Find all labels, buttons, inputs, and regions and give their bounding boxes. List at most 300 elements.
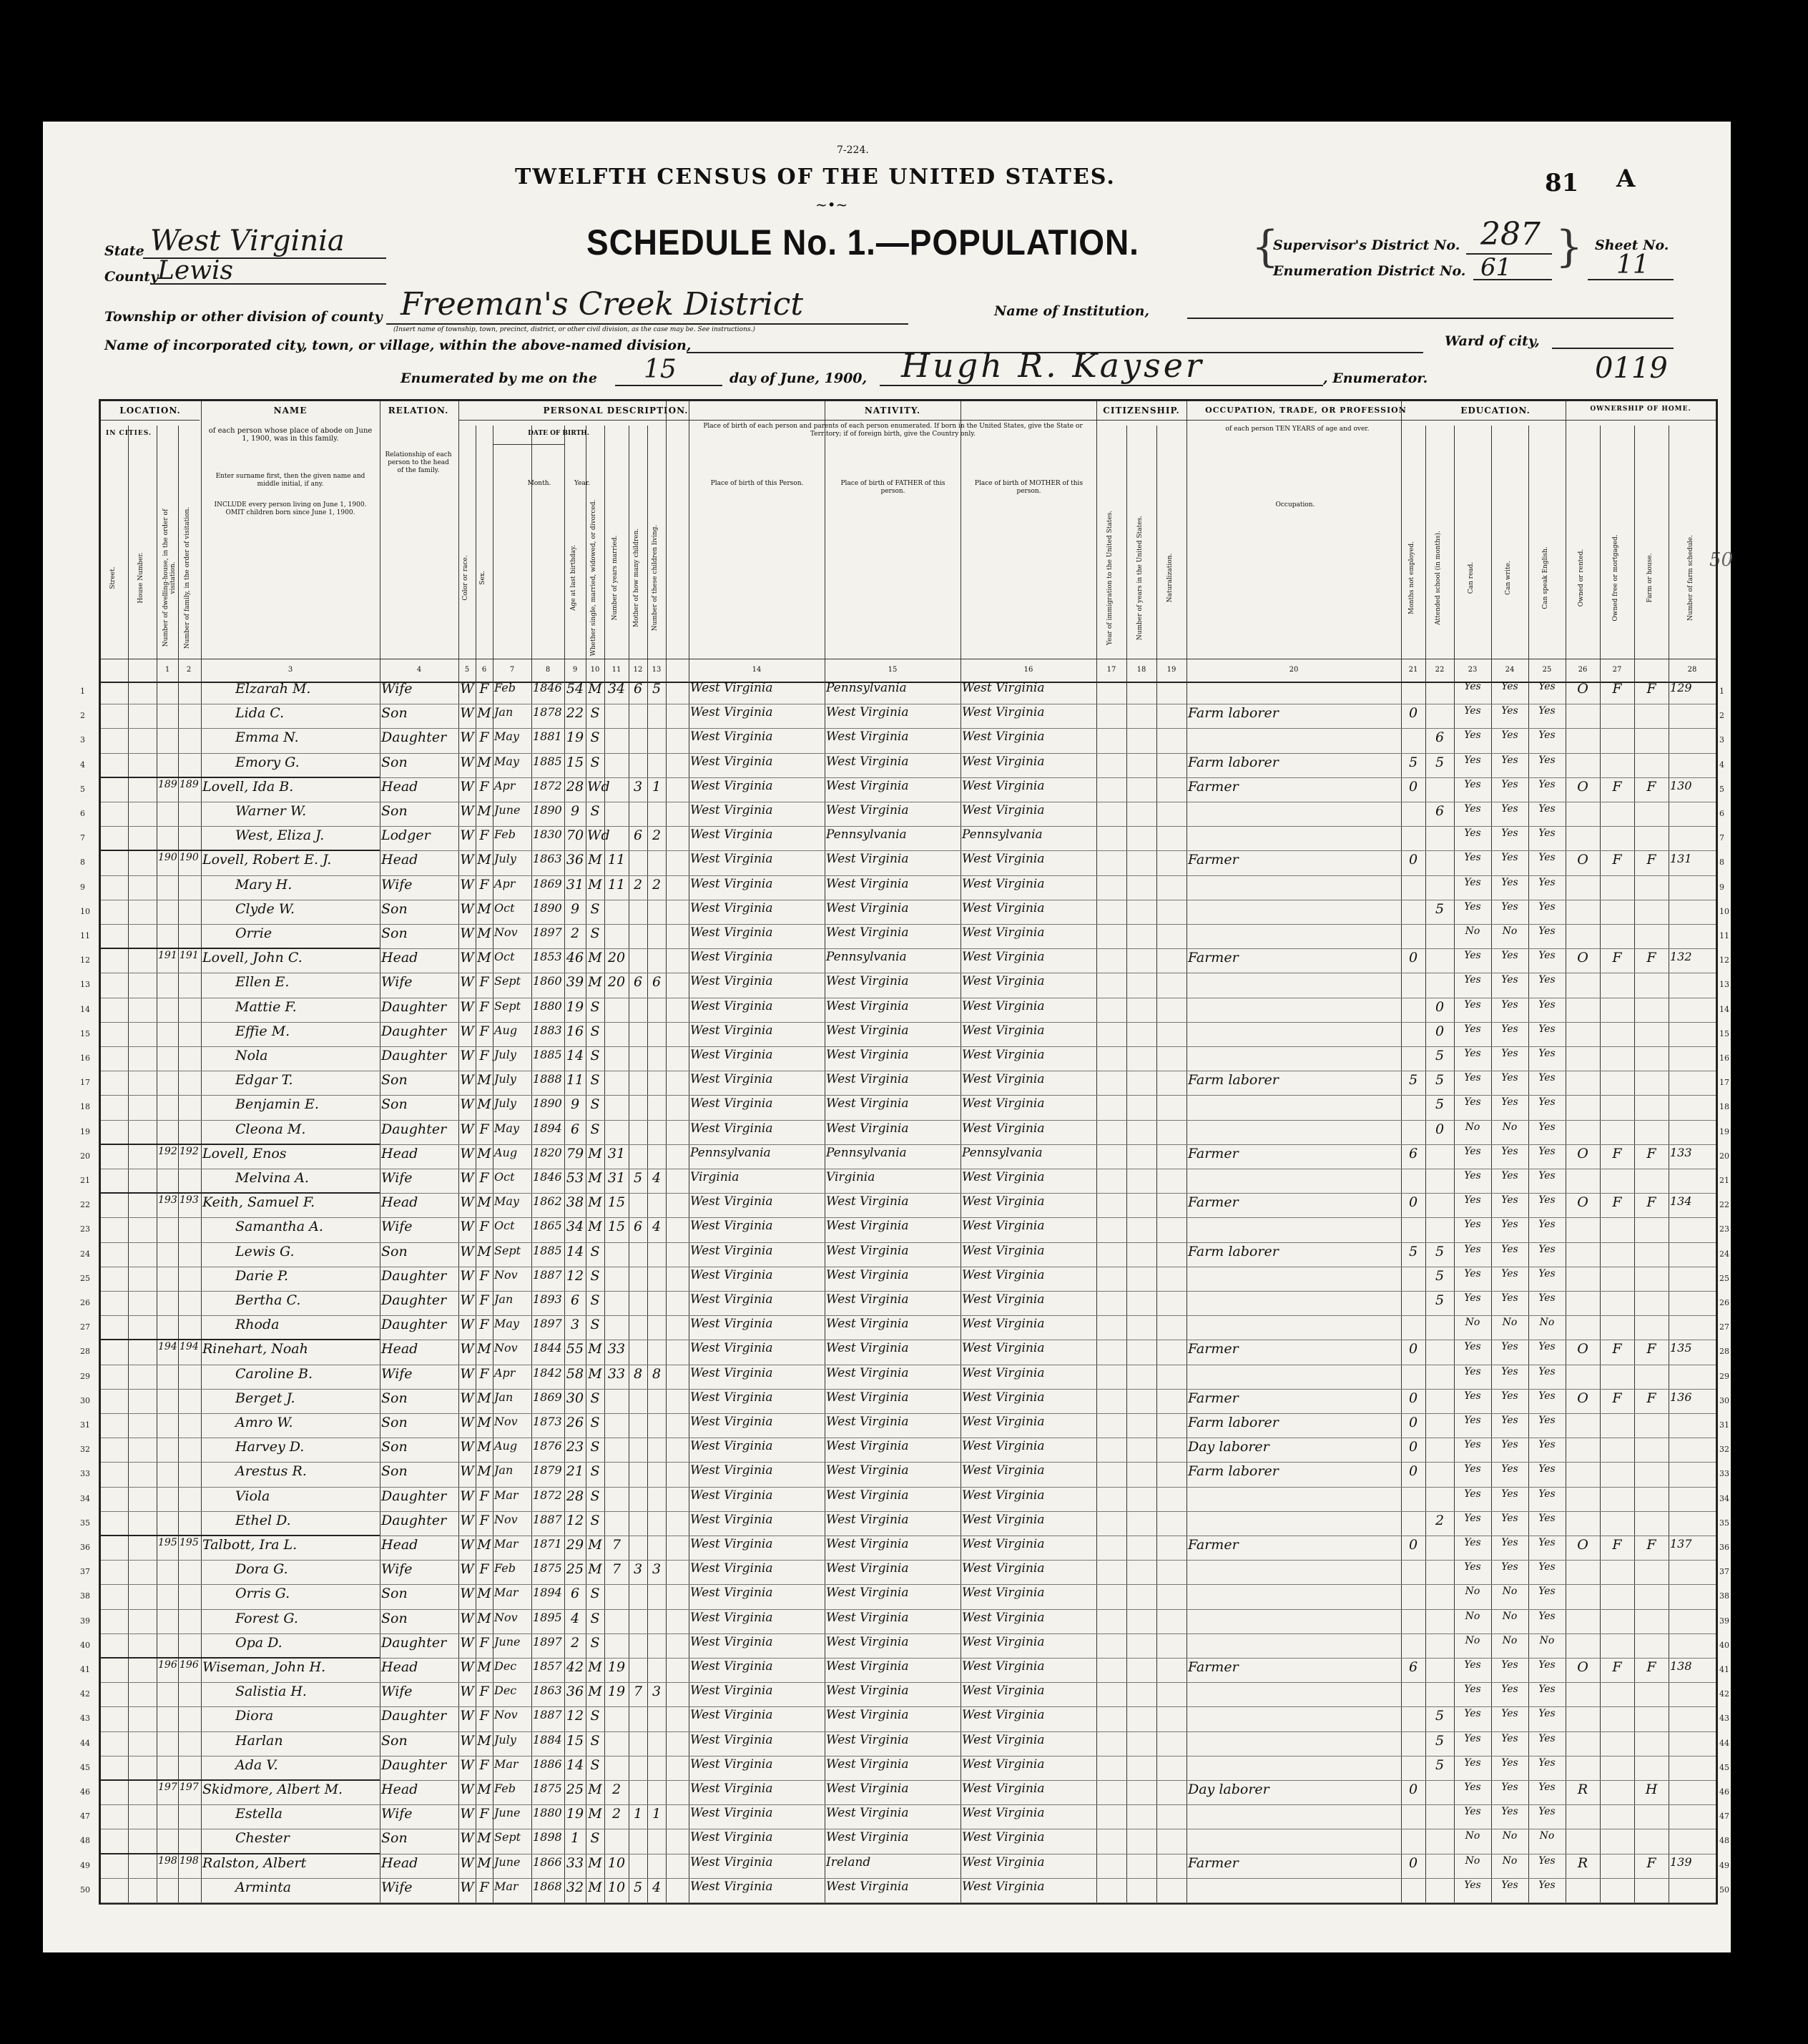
- column-number: 21: [1408, 666, 1418, 674]
- line-number: 26: [80, 1298, 90, 1307]
- line-number: 19: [1719, 1126, 1729, 1136]
- subheading-color: Color or race.: [462, 555, 469, 601]
- can-read-cell: Yes: [1464, 1806, 1481, 1818]
- pob-mother-cell: West Virginia: [962, 974, 1045, 989]
- pob-person-cell: West Virginia: [690, 1219, 773, 1234]
- can-speak-cell: Yes: [1538, 1756, 1556, 1769]
- line-number: 8: [1719, 858, 1724, 868]
- table-row: [101, 948, 1716, 973]
- free-mortgaged-cell: F: [1612, 1390, 1622, 1406]
- color-cell: W: [460, 681, 474, 697]
- pob-person-cell: West Virginia: [690, 1708, 773, 1723]
- column-number: 6: [481, 666, 487, 674]
- line-number: 21: [80, 1176, 90, 1185]
- name-cell: Samantha A.: [235, 1219, 323, 1235]
- free-mortgaged-cell: F: [1612, 1194, 1622, 1211]
- sex-cell: F: [479, 998, 489, 1015]
- can-speak-cell: Yes: [1538, 876, 1556, 888]
- marital-cell: S: [590, 1732, 600, 1749]
- header-row-rule: [1096, 420, 1186, 421]
- table-row: [101, 1706, 1716, 1731]
- table-row: [101, 1193, 1716, 1218]
- birth-year-cell: 1846: [533, 681, 562, 694]
- line-number: 11: [80, 931, 90, 940]
- relation-cell: Head: [381, 1341, 418, 1357]
- can-speak-cell: Yes: [1538, 1219, 1556, 1231]
- relation-desc: Relationship of each person to the head of the family.: [385, 451, 452, 474]
- line-number: 47: [80, 1812, 90, 1822]
- table-row: [101, 1584, 1716, 1609]
- pob-father-cell: West Virginia: [826, 1390, 909, 1405]
- pob-father-cell: West Virginia: [826, 876, 909, 891]
- dwelling-cell: 189: [158, 778, 177, 790]
- can-write-cell: No: [1502, 1854, 1518, 1867]
- marital-cell: S: [590, 1610, 600, 1626]
- pob-mother-cell: West Virginia: [962, 705, 1045, 720]
- header-column-rule: [1634, 426, 1635, 682]
- sex-cell: M: [477, 803, 491, 819]
- months-not-employed-cell: 0: [1408, 1194, 1418, 1211]
- pob-father-cell: Pennsylvania: [826, 1145, 907, 1160]
- pob-mother-cell: West Virginia: [962, 778, 1045, 793]
- can-write-cell: Yes: [1501, 1048, 1518, 1059]
- can-read-cell: Yes: [1464, 1390, 1481, 1402]
- can-speak-cell: Yes: [1538, 1292, 1556, 1304]
- mother-of-cell: 1: [633, 1806, 643, 1822]
- farm-schedule-cell: 139: [1670, 1854, 1692, 1869]
- relation-cell: Wife: [381, 681, 413, 697]
- relation-cell: Daughter: [381, 1634, 447, 1651]
- table-row: [101, 753, 1716, 778]
- line-number: 22: [1719, 1200, 1729, 1210]
- line-number: 33: [1719, 1469, 1729, 1479]
- farm-schedule-cell: 138: [1670, 1659, 1692, 1673]
- can-write-cell: No: [1502, 1830, 1518, 1842]
- family-cell: 190: [180, 852, 199, 864]
- dwelling-cell: 193: [158, 1194, 177, 1207]
- pob-father-cell: Virginia: [826, 1170, 875, 1184]
- marital-cell: M: [588, 1170, 602, 1186]
- pob-person-cell: West Virginia: [690, 1194, 773, 1209]
- education-heading: EDUCATION.: [1460, 406, 1531, 416]
- mother-of-cell: 3: [633, 778, 643, 795]
- birth-month-cell: May: [494, 1317, 519, 1331]
- pob-father-cell: West Virginia: [826, 1586, 909, 1601]
- can-read-cell: Yes: [1464, 1096, 1481, 1109]
- mother-of-cell: 6: [633, 974, 643, 991]
- can-speak-cell: Yes: [1538, 852, 1556, 864]
- pob-mother-cell: West Virginia: [962, 1756, 1045, 1772]
- color-cell: W: [460, 852, 474, 868]
- marital-cell: M: [588, 1537, 602, 1553]
- relation-cell: Son: [381, 1390, 408, 1406]
- sex-cell: M: [477, 852, 491, 868]
- pob-mother-cell: Pennsylvania: [962, 1145, 1043, 1160]
- line-number: 4: [1719, 760, 1724, 770]
- table-row: [101, 777, 1716, 802]
- relation-cell: Head: [381, 1659, 418, 1675]
- line-number: 41: [1719, 1665, 1729, 1674]
- can-write-cell: Yes: [1501, 876, 1518, 888]
- can-write-cell: Yes: [1501, 1732, 1518, 1744]
- birth-year-cell: 1887: [533, 1267, 562, 1282]
- name-cell: Skidmore, Albert M.: [202, 1782, 343, 1797]
- pob-person-cell: West Virginia: [690, 1782, 773, 1796]
- table-row: [101, 1633, 1716, 1659]
- marital-cell: M: [588, 1194, 602, 1211]
- name-cell: Effie M.: [235, 1023, 290, 1039]
- occupation-cell: Farm laborer: [1188, 1072, 1279, 1089]
- table-row: [101, 1095, 1716, 1120]
- table-row: [101, 998, 1716, 1023]
- marital-cell: S: [590, 754, 600, 770]
- family-divider: [101, 1339, 380, 1340]
- name-instr1: Enter surname first, then the given name and middle initial, if any.: [215, 473, 365, 488]
- birth-month-cell: Nov: [494, 1610, 518, 1624]
- line-number: 30: [1719, 1395, 1729, 1405]
- pob-father-cell: Pennsylvania: [826, 681, 907, 695]
- birth-year-cell: 1888: [533, 1072, 562, 1086]
- years-married-cell: 10: [607, 1879, 626, 1895]
- column-number: 4: [416, 666, 422, 674]
- can-speak-cell: Yes: [1538, 1659, 1556, 1671]
- header-row-rule: [493, 444, 564, 445]
- personal-heading: PERSONAL DESCRIPTION.: [543, 406, 689, 416]
- ward-label: Ward of city,: [1445, 333, 1540, 349]
- can-speak-cell: Yes: [1538, 1537, 1556, 1548]
- occupation-cell: Farmer: [1188, 778, 1239, 795]
- birth-month-cell: Mar: [494, 1537, 519, 1551]
- can-speak-cell: Yes: [1538, 974, 1556, 986]
- age-cell: 34: [566, 1219, 584, 1235]
- birth-year-cell: 1893: [533, 1292, 562, 1306]
- can-speak-cell: Yes: [1538, 1610, 1556, 1622]
- age-cell: 3: [570, 1317, 580, 1333]
- pob-father-cell: West Virginia: [826, 974, 909, 989]
- mother-of-cell: 6: [633, 827, 643, 844]
- mother-of-cell: 7: [633, 1684, 643, 1700]
- relation-cell: Son: [381, 1096, 408, 1113]
- can-write-cell: Yes: [1501, 1561, 1518, 1573]
- can-write-cell: Yes: [1501, 1439, 1518, 1451]
- pob-person-cell: West Virginia: [690, 1096, 773, 1111]
- birth-month-cell: Jan: [494, 1292, 514, 1306]
- age-cell: 14: [566, 1756, 584, 1773]
- pob-person-cell: West Virginia: [690, 1537, 773, 1551]
- age-cell: 12: [566, 1512, 584, 1528]
- family-cell: 191: [180, 950, 199, 962]
- pob-person-cell: West Virginia: [690, 1830, 773, 1845]
- birth-month-cell: Mar: [494, 1756, 519, 1771]
- relation-heading: RELATION.: [388, 406, 449, 416]
- dwelling-cell: 191: [158, 950, 177, 962]
- sex-cell: F: [479, 1365, 489, 1382]
- name-cell: Salistia H.: [235, 1684, 307, 1700]
- name-cell: Caroline B.: [235, 1365, 313, 1382]
- relation-cell: Son: [381, 1586, 408, 1602]
- pob-father-cell: West Virginia: [826, 1121, 909, 1136]
- ownership-heading: OWNERSHIP OF HOME.: [1590, 406, 1691, 413]
- relation-cell: Daughter: [381, 1488, 447, 1504]
- birth-month-cell: June: [494, 803, 521, 817]
- name-cell: Talbott, Ira L.: [202, 1537, 298, 1553]
- table-row: [101, 1340, 1716, 1365]
- pob-mother-cell: West Virginia: [962, 1634, 1045, 1649]
- table-row: [101, 1071, 1716, 1096]
- pob-person-cell: Pennsylvania: [690, 1145, 771, 1160]
- family-cell: 194: [180, 1341, 199, 1353]
- birth-year-cell: 1890: [533, 1096, 562, 1111]
- birth-year-cell: 1895: [533, 1610, 562, 1624]
- can-read-cell: Yes: [1464, 950, 1481, 962]
- sex-cell: F: [479, 1170, 489, 1186]
- pob-mother-cell: West Virginia: [962, 1170, 1045, 1184]
- pob-father-cell: West Virginia: [826, 925, 909, 940]
- birth-month-cell: Dec: [494, 1684, 517, 1698]
- line-number: 27: [1719, 1322, 1729, 1332]
- line-number: 49: [1719, 1860, 1729, 1870]
- line-number: 22: [80, 1200, 90, 1210]
- enumeration-value: 61: [1480, 253, 1512, 282]
- can-read-cell: Yes: [1464, 1512, 1481, 1524]
- relation-cell: Son: [381, 1243, 408, 1259]
- name-cell: Clyde W.: [235, 900, 295, 917]
- color-cell: W: [460, 754, 474, 770]
- table-row: [101, 1878, 1716, 1903]
- line-number: 34: [1719, 1493, 1729, 1503]
- can-speak-cell: Yes: [1538, 1365, 1556, 1377]
- marital-cell: S: [590, 1830, 600, 1847]
- line-number: 6: [1719, 809, 1724, 818]
- subheading-farm-house: Farm or house.: [1646, 553, 1654, 603]
- pob-mother-cell: West Virginia: [962, 1390, 1045, 1405]
- birth-month-cell: June: [494, 1634, 521, 1649]
- line-number: 47: [1719, 1812, 1729, 1822]
- color-cell: W: [460, 1586, 474, 1602]
- header-column-rule: [604, 426, 605, 682]
- birth-year-cell: 1875: [533, 1561, 562, 1576]
- table-row: [101, 1022, 1716, 1047]
- school-cell: 0: [1435, 1121, 1445, 1137]
- age-cell: 38: [566, 1194, 584, 1211]
- line-number: 16: [1719, 1053, 1729, 1063]
- column-number: 16: [1023, 666, 1033, 674]
- can-read-cell: Yes: [1464, 754, 1481, 766]
- birth-month-cell: Jan: [494, 1390, 514, 1404]
- pob-mother-cell: West Virginia: [962, 900, 1045, 915]
- owned-rented-cell: R: [1577, 1854, 1588, 1871]
- years-married-cell: 19: [607, 1659, 626, 1675]
- name-cell: Berget J.: [235, 1390, 295, 1406]
- sex-cell: F: [479, 729, 489, 746]
- pob-father-cell: West Virginia: [826, 1512, 909, 1527]
- line-number: 19: [80, 1126, 90, 1136]
- color-cell: W: [460, 1879, 474, 1895]
- color-cell: W: [460, 1463, 474, 1480]
- pob-person-cell: West Virginia: [690, 1684, 773, 1699]
- pob-father-cell: West Virginia: [826, 1023, 909, 1038]
- relation-cell: Head: [381, 1537, 418, 1553]
- birth-year-cell: 1876: [533, 1439, 562, 1453]
- header-column-rule: [1186, 401, 1187, 682]
- birth-year-cell: 1871: [533, 1537, 562, 1551]
- relation-cell: Son: [381, 1830, 408, 1847]
- can-read-cell: Yes: [1464, 1732, 1481, 1744]
- months-not-employed-cell: 6: [1408, 1145, 1418, 1161]
- color-cell: W: [460, 705, 474, 722]
- free-mortgaged-cell: F: [1612, 1537, 1622, 1553]
- table-row: [101, 1756, 1716, 1781]
- birth-month-cell: July: [494, 1072, 516, 1086]
- children-living-cell: 6: [652, 974, 662, 991]
- pob-person-cell: West Virginia: [690, 1267, 773, 1282]
- occupation-cell: Farmer: [1188, 852, 1239, 868]
- marital-cell: M: [588, 1879, 602, 1895]
- name-cell: Harlan: [235, 1732, 283, 1749]
- subheading-marital: Whether single, married, widowed, or divorced.: [590, 499, 597, 657]
- sex-cell: F: [479, 1634, 489, 1651]
- column-header-block: [99, 399, 1718, 683]
- farm-house-cell: F: [1646, 950, 1656, 966]
- can-write-cell: Yes: [1501, 1879, 1518, 1891]
- color-cell: W: [460, 803, 474, 819]
- mother-of-cell: 5: [633, 1879, 643, 1895]
- pob-person-cell: West Virginia: [690, 705, 773, 720]
- header-column-rule: [1491, 426, 1492, 682]
- can-read-cell: Yes: [1464, 852, 1481, 864]
- can-read-cell: No: [1465, 925, 1480, 937]
- marital-cell: M: [588, 1561, 602, 1578]
- birth-year-cell: 1842: [533, 1365, 562, 1380]
- marital-cell: S: [590, 1023, 600, 1039]
- age-cell: 9: [570, 900, 580, 917]
- pob-mother-heading: Place of birth of MOTHER of this person.: [974, 480, 1084, 495]
- day-value: 15: [644, 355, 677, 384]
- sex-cell: M: [477, 1415, 491, 1430]
- relation-cell: Head: [381, 852, 418, 868]
- can-read-cell: Yes: [1464, 998, 1481, 1011]
- marital-cell: S: [590, 1267, 600, 1284]
- can-speak-cell: Yes: [1538, 900, 1556, 913]
- years-married-cell: 10: [607, 1854, 626, 1871]
- column-number: 8: [545, 666, 551, 674]
- can-read-cell: No: [1465, 1610, 1480, 1622]
- pob-person-cell: West Virginia: [690, 1732, 773, 1747]
- column-number: 13: [652, 666, 662, 674]
- table-row: [101, 1609, 1716, 1634]
- name-cell: Mary H.: [235, 876, 293, 893]
- relation-cell: Wife: [381, 1806, 413, 1822]
- pob-mother-cell: West Virginia: [962, 876, 1045, 891]
- subheading-house-number: House Number.: [137, 552, 144, 604]
- age-cell: 6: [570, 1586, 580, 1602]
- line-number: 17: [1719, 1078, 1729, 1088]
- family-cell: 195: [180, 1537, 199, 1548]
- owned-rented-cell: O: [1577, 1145, 1588, 1161]
- children-living-cell: 3: [652, 1561, 662, 1578]
- birth-year-cell: 1844: [533, 1341, 562, 1355]
- table-row: [101, 1242, 1716, 1267]
- pob-person-cell: West Virginia: [690, 1512, 773, 1527]
- line-number: 31: [1719, 1420, 1729, 1430]
- can-write-cell: Yes: [1501, 852, 1518, 864]
- line-number: 38: [1719, 1591, 1729, 1601]
- pob-person-cell: West Virginia: [690, 1415, 773, 1429]
- line-number: 28: [80, 1347, 90, 1357]
- dwelling-cell: 195: [158, 1537, 177, 1548]
- pob-father-cell: West Virginia: [826, 852, 909, 867]
- birth-year-cell: 1863: [533, 1684, 562, 1698]
- months-not-employed-cell: 0: [1408, 1782, 1418, 1797]
- pob-father-cell: West Virginia: [826, 1610, 909, 1625]
- line-number: 25: [1719, 1273, 1729, 1283]
- line-number: 38: [80, 1591, 90, 1601]
- can-speak-cell: Yes: [1538, 803, 1556, 815]
- family-divider: [101, 1853, 380, 1854]
- name-cell: Elzarah M.: [235, 681, 311, 697]
- farm-schedule-cell: 135: [1670, 1341, 1692, 1355]
- pob-mother-cell: West Virginia: [962, 1610, 1045, 1625]
- birth-month-cell: Aug: [494, 1439, 518, 1453]
- pob-mother-cell: West Virginia: [962, 1292, 1045, 1307]
- can-speak-cell: No: [1539, 1317, 1555, 1329]
- line-number: 24: [1719, 1249, 1729, 1259]
- can-read-cell: Yes: [1464, 1537, 1481, 1548]
- farm-schedule-cell: 137: [1670, 1537, 1692, 1551]
- relation-cell: Head: [381, 950, 418, 966]
- sex-cell: F: [479, 1023, 489, 1039]
- column-number: 10: [590, 666, 600, 674]
- table-row: [101, 924, 1716, 949]
- relation-cell: Head: [381, 1194, 418, 1211]
- color-cell: W: [460, 1806, 474, 1822]
- header-column-rule: [1156, 426, 1157, 682]
- owned-rented-cell: O: [1577, 852, 1588, 868]
- marital-cell: S: [590, 925, 600, 941]
- sex-cell: M: [477, 1145, 491, 1161]
- pob-mother-cell: West Virginia: [962, 1708, 1045, 1723]
- farm-house-cell: F: [1646, 852, 1656, 868]
- can-read-cell: Yes: [1464, 900, 1481, 913]
- pob-person-cell: West Virginia: [690, 1365, 773, 1380]
- color-cell: W: [460, 998, 474, 1015]
- can-write-cell: Yes: [1501, 1194, 1518, 1207]
- relation-cell: Wife: [381, 1170, 413, 1186]
- pob-father-cell: West Virginia: [826, 1292, 909, 1307]
- census-title: TWELFTH CENSUS OF THE UNITED STATES.: [515, 164, 1116, 190]
- line-number: 42: [1719, 1689, 1729, 1699]
- table-row: [101, 1365, 1716, 1390]
- sex-cell: M: [477, 1782, 491, 1797]
- occupation-cell: Farm laborer: [1188, 1463, 1279, 1480]
- can-write-cell: Yes: [1501, 1512, 1518, 1524]
- children-living-cell: 2: [652, 827, 662, 844]
- color-cell: W: [460, 729, 474, 746]
- marital-cell: M: [588, 681, 602, 697]
- line-number: 6: [80, 809, 85, 818]
- mother-of-cell: 5: [633, 1170, 643, 1186]
- table-row: [101, 728, 1716, 753]
- birth-year-cell: 1869: [533, 1390, 562, 1404]
- sex-cell: M: [477, 950, 491, 966]
- birth-month-cell: Nov: [494, 1512, 518, 1526]
- color-cell: W: [460, 1830, 474, 1847]
- can-read-cell: Yes: [1464, 1145, 1481, 1157]
- age-cell: 30: [566, 1390, 584, 1406]
- subheading-can-read: Can read.: [1468, 561, 1475, 594]
- nativity-desc: Place of birth of each person and parents of each person enumerated. If born in the United States, give the State or Territory; if of foreign birth, give the Country only.: [703, 423, 1083, 438]
- name-cell: Edgar T.: [235, 1072, 293, 1089]
